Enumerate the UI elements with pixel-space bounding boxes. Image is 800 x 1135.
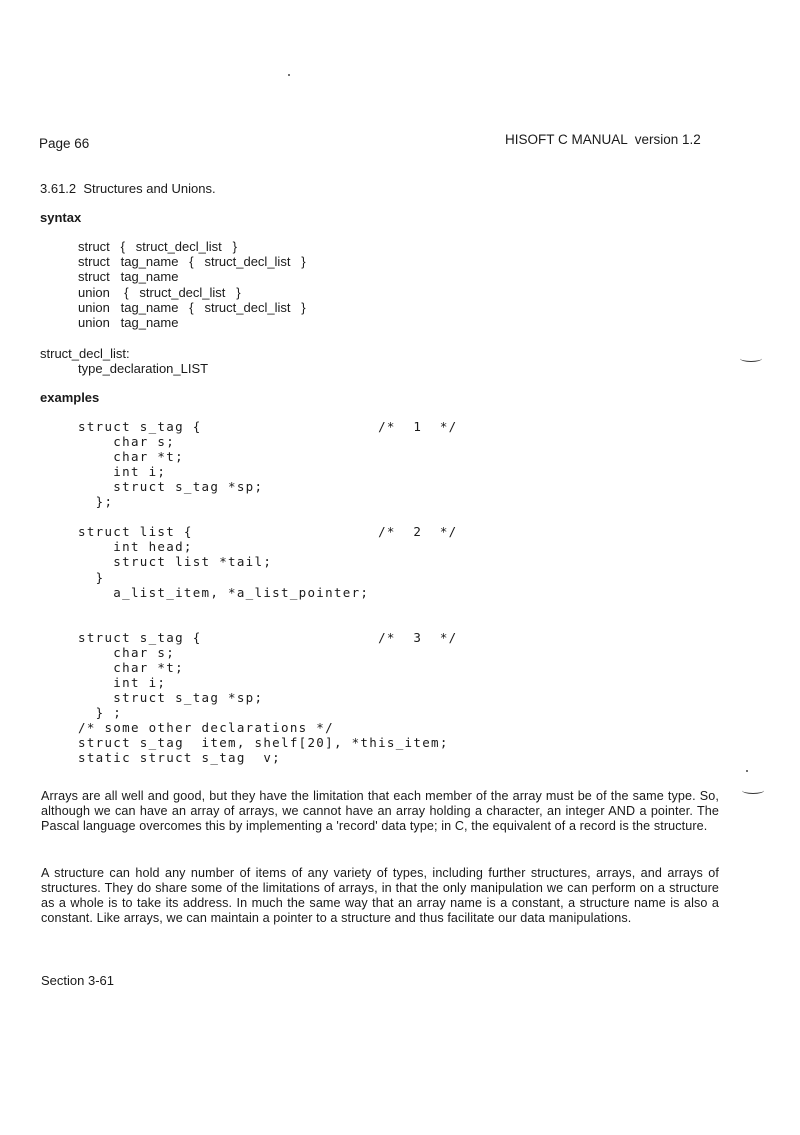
syntax-line: struct tag_name xyxy=(78,269,179,285)
code-line: a_list_item, *a_list_pointer; xyxy=(78,584,370,600)
section-footer: Section 3-61 xyxy=(41,973,114,988)
paragraph xyxy=(41,866,719,926)
code-line: char *t; xyxy=(78,449,184,465)
paragraph xyxy=(41,789,719,834)
examples-heading: examples xyxy=(40,390,100,405)
scan-dot xyxy=(288,74,290,76)
code-line: struct list *tail; xyxy=(78,554,273,570)
code-line: char s; xyxy=(78,644,176,660)
code-line: char *t; xyxy=(78,659,184,675)
scan-dot xyxy=(746,770,748,772)
code-line: struct list { /* 2 */ xyxy=(78,524,458,540)
page-number: Page 66 xyxy=(39,136,90,151)
code-line: int head; xyxy=(78,539,193,555)
syntax-line: struct { struct_decl_list } xyxy=(78,239,237,254)
code-line: struct s_tag *sp; xyxy=(78,689,264,705)
code-line: struct s_tag *sp; xyxy=(78,479,264,495)
margin-mark xyxy=(740,355,762,362)
paragraph-text: Arrays are all well and good, but they have the limitation that each member of the array must be of the same type. So, although we can have an array of arrays, we cannot have an array holding a character, an integer AND a pointer. The Pascal language overcomes this by implementing a 'record' data type; in C, the equivalent of a record is the structure. xyxy=(41,789,719,833)
section-title: 3.61.2 Structures and Unions. xyxy=(40,181,216,196)
paragraph-text: A structure can hold any number of items of any variety of types, including further structures, arrays, and arrays of structures. They do share some of the limitations of arrays, in that the only manipulation we can perform on a structure as a whole is to take its address. In much the same way that an array name is a constant, a structure name is also a constant. Like arrays, we can maintain a pointer to a structure and thus facilitate our data manipulations. xyxy=(41,866,719,925)
syntax-line: union { struct_decl_list } xyxy=(78,284,241,300)
code-line: int i; xyxy=(78,464,167,480)
syntax-line: struct tag_name { struct_decl_list } xyxy=(78,254,306,270)
manual-title: HISOFT C MANUAL version 1.2 xyxy=(505,132,701,147)
syntax-line: union tag_name xyxy=(78,315,179,330)
code-line: /* some other declarations */ xyxy=(78,720,334,735)
code-line: } ; xyxy=(78,704,123,720)
code-line: int i; xyxy=(78,674,167,690)
struct-decl-list-label: struct_decl_list: xyxy=(40,346,130,361)
code-line: struct s_tag item, shelf[20], *this_item; xyxy=(78,735,449,751)
code-line: }; xyxy=(78,494,114,510)
syntax-heading: syntax xyxy=(40,210,82,225)
syntax-line: union tag_name { struct_decl_list } xyxy=(78,299,306,315)
code-line: } xyxy=(78,569,105,585)
code-line: static struct s_tag v; xyxy=(78,750,281,766)
code-line: struct s_tag { /* 1 */ xyxy=(78,419,458,434)
struct-decl-list-value: type_declaration_LIST xyxy=(78,361,209,376)
code-line: struct s_tag { /* 3 */ xyxy=(78,629,458,645)
margin-mark xyxy=(742,787,764,794)
code-line: char s; xyxy=(78,434,176,450)
